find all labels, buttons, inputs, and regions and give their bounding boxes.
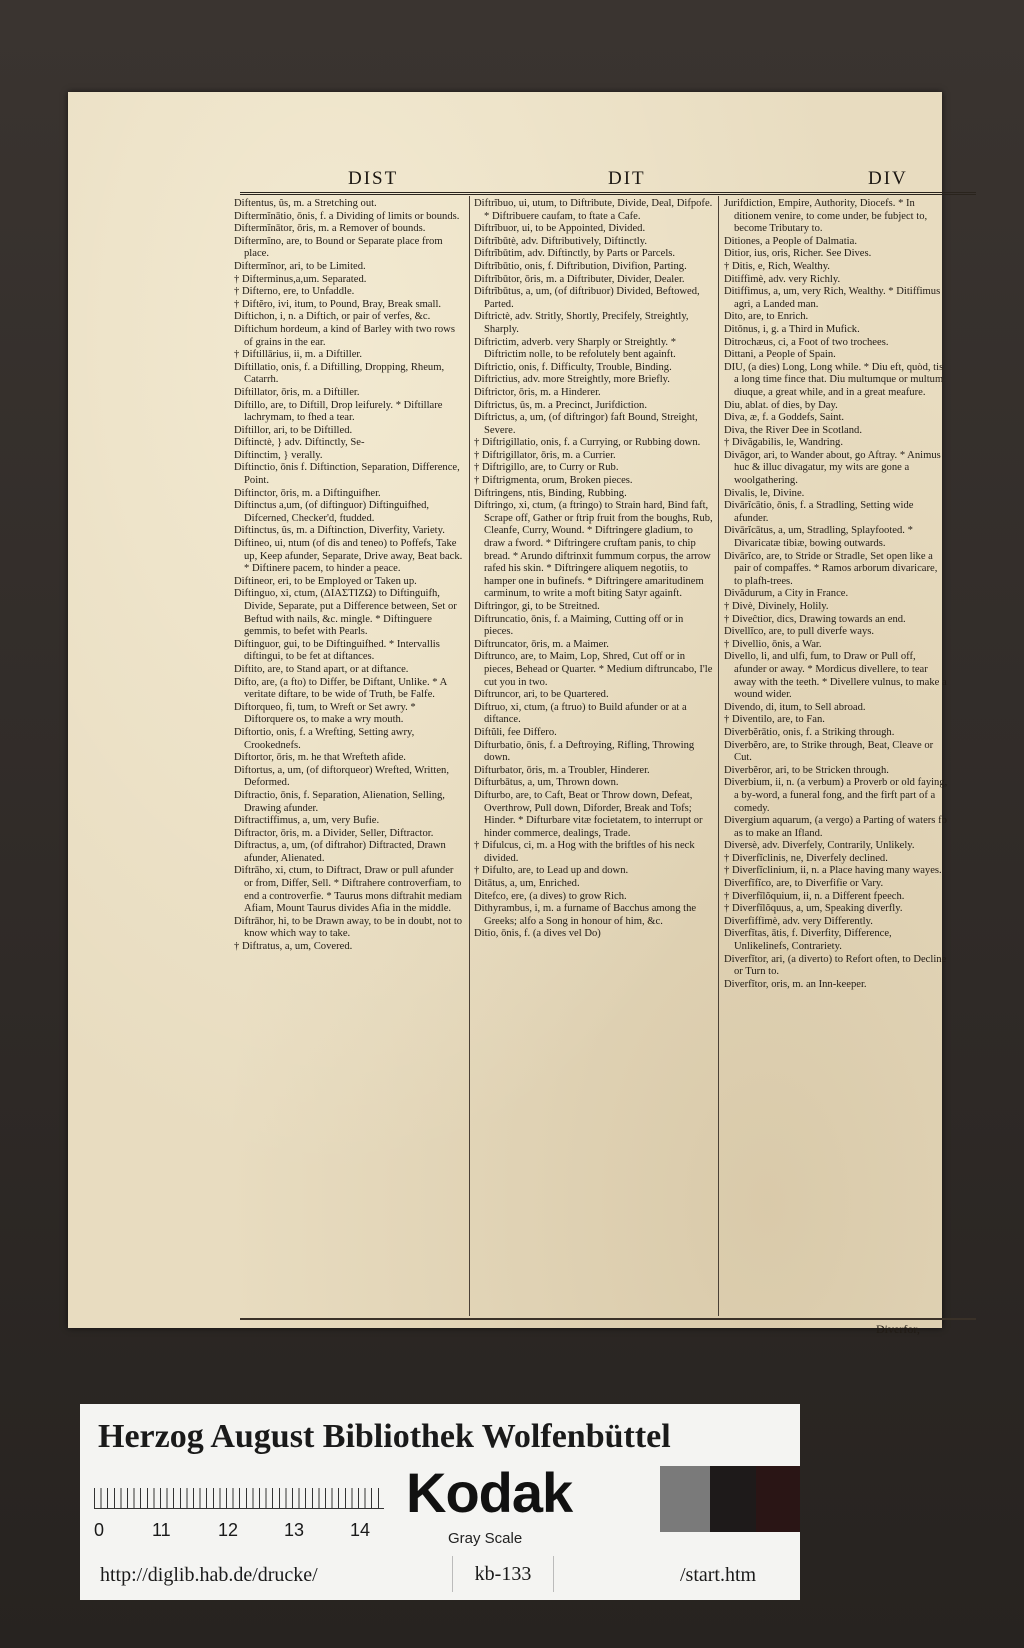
- dictionary-entry: Diverfĭtas, ātis, f. Diverfity, Difference, Unlikelinefs, Contrariety.: [724, 928, 892, 953]
- dictionary-entry: Diftito, are, to Stand apart, or at diftance.: [234, 663, 409, 675]
- running-head: [240, 168, 976, 195]
- dictionary-entry: Diftermĭnātio, ōnis, f. a Dividing of limits or bounds.: [234, 210, 460, 222]
- ruler-label: 11: [152, 1520, 171, 1540]
- dictionary-entry: Ditŏnus, i, g. a Third in Mufick.: [724, 323, 860, 335]
- dictionary-entry: Divellĭco, are, to pull diverfe ways.: [724, 626, 875, 638]
- dictionary-entry: † Difterminus,a,um. Separated.: [234, 273, 367, 285]
- dictionary-entry: Diftrĭbūtè, adv. Diftributively, Diftinctly.: [474, 235, 647, 247]
- dictionary-entry: Diftrunco, are, to Maim, Lop, Shred, Cut off or in pieces, Behead or Quarter. * Medium diftruncabo, I'le cut you in two.: [474, 651, 713, 688]
- dictionary-entry: Diftrictus, a, um, (of diftringor) faft Bound, Streight, Severe.: [474, 412, 698, 436]
- dictionary-entry: Diftorqueo, fi, tum, to Wreft or Set awry. * Diftorquere os, to make a wry mouth.: [234, 701, 416, 726]
- dictionary-entry: Diverfiffimè, adv. very Differently.: [724, 915, 873, 927]
- dictionary-entry: Diftringor, gi, to be Streitned.: [474, 601, 600, 612]
- dictionary-entry: Diftermĭno, are, to Bound or Separate place from place.: [234, 235, 443, 260]
- dictionary-entry: Diftichon, i, n. a Diftich, or pair of verfes, &c.: [234, 311, 431, 323]
- dictionary-entry: Diftrĭbūtor, ōris, m. a Diftributer, Divider, Dealer.: [474, 273, 685, 285]
- gray-swatch-dark: [710, 1466, 756, 1532]
- gray-swatch-mid: [660, 1466, 710, 1532]
- measurement-ruler: [94, 1474, 384, 1509]
- dictionary-entry: Divārĭcātio, ōnis, f. a Stradling, Setting wide afunder.: [724, 500, 914, 524]
- dictionary-entry: Diftinctio, ōnis f. Diftinction, Separation, Difference, Point.: [234, 462, 460, 487]
- dictionary-entry: Diftrĭbuor, ui, to be Appointed, Divided.: [474, 223, 646, 235]
- dictionary-entry: Diverfĭtor, oris, m. an Inn-keeper.: [724, 978, 867, 990]
- dictionary-entry: † Divè, Divinely, Holily.: [724, 601, 829, 612]
- dictionary-entry: DIU, (a dies) Long, Long while. * Diu eft, quòd, tis a long time fince that. Diu multumque or multum diuque, a great while, and in a great meafure.: [724, 361, 944, 398]
- dictionary-entry: Ditiffimè, adv. very Richly.: [724, 273, 841, 285]
- dictionary-entry: † Diveĉtior, dics, Drawing towards an end.: [724, 613, 906, 625]
- dictionary-entry: Diftractus, a, um, (of diftrahor) Diftracted, Drawn afunder, Alienated.: [234, 840, 446, 864]
- dictionary-entry: † Diftrigmenta, orum, Broken pieces.: [474, 475, 633, 487]
- dictionary-entry: Diftractio, ōnis, f. Separation, Alienation, Selling, Drawing afunder.: [234, 789, 445, 814]
- dictionary-column-1: [234, 198, 464, 1310]
- dictionary-entry: Diu, ablat. of dies, by Day.: [724, 399, 838, 411]
- dictionary-entry: Difturbātus, a, um, Thrown down.: [474, 777, 619, 789]
- dictionary-entry: Ditefco, ere, (a dives) to grow Rich.: [474, 890, 627, 902]
- dictionary-entry: Divārĭcātus, a, um, Stradling, Splayfooted. * Divaricatæ tibiæ, bowing outwards.: [724, 525, 913, 550]
- dictionary-entry: Diftrictius, adv. more Streightly, more Briefly.: [474, 374, 670, 386]
- gray-scale-label: Gray Scale: [448, 1530, 523, 1547]
- ruler-label: 0: [94, 1520, 105, 1540]
- dictionary-entry: Diverfĭfĭco, are, to Diverfifie or Vary.: [724, 878, 884, 890]
- dictionary-entry: Diftruo, xi, ctum, (a ftruo) to Build afunder or at a diftance.: [474, 701, 687, 726]
- dictionary-entry: Diftrictim, adverb. very Sharply or Streightly. * Diftrictim nolle, to be refolutely bent againft.: [474, 336, 677, 361]
- dictionary-entry: Diftractiffimus, a, um, very Bufie.: [234, 815, 380, 827]
- dictionary-entry: Diftrictè, adv. Stritly, Shortly, Precifely, Streightly, Sharply.: [474, 311, 689, 335]
- source-url: http://diglib.hab.de/drucke/: [100, 1564, 318, 1586]
- dictionary-entry: Diftruncator, ōris, m. a Maimer.: [474, 638, 609, 650]
- dictionary-entry: Diversè, adv. Diverfely, Contrarily, Unlikely.: [724, 840, 915, 852]
- dictionary-entry: Ditior, ius, oris, Richer. See Dives.: [724, 248, 872, 260]
- dictionary-entry: Ditrochæus, ci, a Foot of two trochees.: [724, 336, 889, 348]
- dictionary-entry: † Difulcus, ci, m. a Hog with the briftles of his neck divided.: [474, 840, 695, 864]
- dictionary-entry: Divăgor, ari, to Wander about, go Aftray. * Animus huc & illuc divagatur, my wits are gone a woolgathering.: [724, 449, 941, 487]
- dictionary-entry: † Diftrigillo, are, to Curry or Rub.: [474, 462, 619, 474]
- dictionary-entry: Diftortus, a, um, (of diftorqueor) Wrefted, Written, Deformed.: [234, 764, 449, 789]
- dictionary-entry: Divădurum, a City in France.: [724, 588, 849, 600]
- dictionary-entry: Diftentus, ûs, m. a Stretching out.: [234, 198, 377, 209]
- dictionary-entry: Diftrictio, onis, f. Difficulty, Trouble, Binding.: [474, 361, 672, 373]
- dictionary-entry: Diftillatio, onis, f. a Diftilling, Dropping, Rheum, Catarrh.: [234, 361, 445, 386]
- dictionary-entry: Difturbatio, ōnis, f. a Deftroying, Rifling, Throwing down.: [474, 739, 695, 764]
- dictionary-entry: Diftractor, ōris, m. a Divider, Seller, Diftractor.: [234, 827, 434, 839]
- dictionary-entry: Diftŭli, fee Differo.: [474, 726, 557, 738]
- running-head-left: DIST: [348, 168, 399, 189]
- dictionary-entry: † Diftratus, a, um, Covered.: [234, 941, 353, 953]
- dictionary-entry: † Diftĕro, ivi, itum, to Pound, Bray, Break small.: [234, 298, 442, 310]
- dictionary-entry: Diftrictus, ûs, m. a Precinct, Jurifdiction.: [474, 399, 647, 411]
- dictionary-entry: Diftrāho, xi, ctum, to Diftract, Draw or pull afunder or from, Differ, Sell. * Diftrahere controverfiam, to end a controverfie. * Taurus mons diftrahit mediam Afiam, Mount Taurus divides Afia in the middle.: [234, 865, 462, 915]
- running-head-center: DIT: [608, 168, 646, 189]
- gray-swatch-black: [756, 1466, 800, 1532]
- dictionary-entry: Divergium aquarum, (a vergo) a Parting of waters fo as to make an Ifland.: [724, 815, 947, 839]
- dictionary-entry: † Divellio, ōnis, a War.: [724, 638, 822, 650]
- shelf-code: kb-133: [452, 1556, 554, 1592]
- dictionary-entry: Dithyrambus, i, m. a furname of Bacchus among the Greeks; alfo a Song in honour of him, &c.: [474, 903, 697, 927]
- dictionary-entry: Diftillator, ōris, m. a Diftiller.: [234, 386, 360, 398]
- dictionary-entry: † Diftrigillatio, onis, f. a Currying, or Rubbing down.: [474, 437, 701, 449]
- dictionary-column-3: [724, 198, 948, 1310]
- dictionary-entry: Divārĭco, are, to Stride or Stradle, Set open like a pair of compaffes. * Ramos arborum divaricare, to plafh-trees.: [724, 550, 938, 587]
- dictionary-entry: † Diftrigillator, ōris, m. a Currier.: [474, 449, 616, 461]
- dictionary-entry: † Diverfĭclinis, ne, Diverfely declined.: [724, 852, 888, 864]
- catchword: Diverfor,: [876, 1322, 920, 1336]
- dictionary-entry: Diftruncor, ari, to be Quartered.: [474, 689, 609, 701]
- dictionary-entry: Diftillor, ari, to be Diftilled.: [234, 424, 353, 436]
- dictionary-entry: Diftineo, ui, ntum (of dis and teneo) to Poffefs, Take up, Keep afunder, Separate, Drive away, Beat back. * Diftinere pacem, to hinder a peace.: [234, 538, 463, 575]
- dictionary-entry: Ditiones, a People of Dalmatia.: [724, 235, 857, 247]
- dictionary-entry: Diftrĭbuo, ui, utum, to Diftribute, Divide, Deal, Difpofe. * Diftribuere caufam, to ftate a Cafe.: [474, 198, 713, 222]
- dictionary-entry: † Difterno, ere, to Unfaddle.: [234, 286, 355, 298]
- dictionary-entry: Diftinctè, } adv. Diftinctly, Se-: [234, 437, 365, 449]
- library-name: Herzog August Bibliothek Wolfenbüttel: [98, 1418, 671, 1455]
- dictionary-entry: Diftortio, onis, f. a Wrefting, Setting awry, Crookednefs.: [234, 726, 415, 751]
- dictionary-entry: Diftinctus, ûs, m. a Diftinction, Diverfity, Variety.: [234, 525, 445, 537]
- ruler-label: 14: [350, 1520, 371, 1540]
- dictionary-entry: Diftinctim, } verally.: [234, 449, 323, 461]
- dictionary-entry: Difturbator, ōris, m. a Troubler, Hinderer.: [474, 764, 650, 776]
- dictionary-entry: Diva, æ, f. a Goddefs, Saint.: [724, 412, 845, 424]
- dictionary-entry: † Divăgabilis, le, Wandring.: [724, 437, 843, 449]
- dictionary-entry: Diverbĕror, ari, to be Stricken through.: [724, 764, 889, 776]
- column-divider-2: [718, 196, 719, 1316]
- dictionary-entry: Diftinguo, xi, ctum, (ΔΙΑΣΤΙΖΩ) to Diftinguifh, Divide, Separate, put a Difference between, Set or Beftud with nails, &c. mingle. * Diftinguere gemmis, to befet with Pearls.: [234, 588, 457, 638]
- dictionary-entry: † Diftillārius, ii, m. a Diftiller.: [234, 349, 362, 361]
- dictionary-entry: Divalis, le, Divine.: [724, 487, 805, 499]
- dictionary-entry: Dito, are, to Enrich.: [724, 311, 809, 323]
- dictionary-entry: Diverbĕrātio, onis, f. a Striking through.: [724, 726, 895, 738]
- calibration-card: [80, 1404, 800, 1600]
- book-page: [68, 92, 948, 1336]
- dictionary-entry: Ditātus, a, um, Enriched.: [474, 878, 580, 890]
- dictionary-entry: Jurifdiction, Empire, Authority, Diocefs. * In ditionem venire, to come under, be fubject to, become Tributary to.: [724, 198, 928, 235]
- start-path: /start.htm: [680, 1564, 757, 1586]
- dictionary-entry: Diverfĭtor, ari, (a diverto) to Refort often, to Decline or Turn to.: [724, 953, 947, 978]
- dictionary-entry: Diftinctus a,um, (of diftinguor) Diftinguifhed, Difcerned, Checker'd, ftudded.: [234, 500, 430, 524]
- dictionary-entry: Diftineor, eri, to be Employed or Taken up.: [234, 575, 417, 587]
- column-divider-1: [469, 196, 470, 1316]
- dictionary-entry: Diftrĭbūtim, adv. Diftinctly, by Parts or Parcels.: [474, 248, 676, 260]
- dictionary-entry: Diftermĭnātor, ōris, m. a Remover of bounds.: [234, 223, 426, 235]
- dictionary-entry: Diftringo, xi, ctum, (a ftringo) to Strain hard, Bind faft, Scrape off, Gather or ftrip fruit from the boughs, Rub, Cleanfe, Curry, Wound. * Diftringere gladium, to draw a fword. * Diftringere cruftam panis, to chip bread. * Arundo diftrinxit fummum corpus, the arrow rafed his skin. * Diftringere aliquem negotiis, to hamper one in bufinefs. * Diftringere amaritudinem carminum, to write a moft biting Satyr againft.: [474, 500, 713, 600]
- ruler-label: 12: [218, 1520, 239, 1540]
- dictionary-entry: Diftortor, ōris, m. he that Wrefteth afide.: [234, 752, 406, 764]
- dictionary-entry: † Diverfĭclinium, ii, n. a Place having many wayes.: [724, 865, 942, 877]
- dictionary-column-2: [474, 198, 714, 1310]
- running-head-right: DIV: [868, 168, 908, 189]
- dictionary-entry: Difto, are, (a fto) to Differ, be Diftant, Unlike. * A veritate diftare, to be wide of Truth, be Falfe.: [234, 676, 447, 701]
- dictionary-entry: Diftrĭbūtus, a, um, (of diftribuor) Divided, Beftowed, Parted.: [474, 286, 700, 310]
- dictionary-entry: Diftichum hordeum, a kind of Barley with two rows of grains in the ear.: [234, 323, 455, 348]
- ruler-label: 13: [284, 1520, 305, 1540]
- ruler-labels: [94, 1520, 394, 1542]
- dictionary-entry: Diverbĕro, are, to Strike through, Beat, Cleave or Cut.: [724, 739, 934, 764]
- dictionary-entry: Diftrĭbūtio, onis, f. Diftribution, Divifion, Parting.: [474, 260, 687, 272]
- dictionary-entry: † Diventilo, are, to Fan.: [724, 714, 825, 726]
- dictionary-entry: Diftrictor, ōris, m. a Hinderer.: [474, 386, 601, 398]
- dictionary-entry: Diva, the River Dee in Scotland.: [724, 424, 862, 436]
- dictionary-entry: Diftermĭnor, ari, to be Limited.: [234, 260, 366, 272]
- bottom-rule: [240, 1318, 976, 1320]
- dictionary-entry: Diverbium, ii, n. (a verbum) a Proverb or old faying, a by-word, a funeral fong, and the firft part of a comedy.: [724, 777, 948, 814]
- dictionary-entry: Diftinctor, ōris, m. a Diftinguifher.: [234, 487, 381, 499]
- dictionary-entry: † Diverfĭlŏquium, ii, n. a Different fpeech.: [724, 890, 905, 902]
- dictionary-entry: Divello, li, and ulfi, fum, to Draw or Pull off, afunder or away. * Mordicus divellere, to tear away with the teeth. * Divellere vulnus, to make a wound wider.: [724, 651, 947, 701]
- dictionary-entry: Diftinguor, gui, to be Diftinguifhed. * Intervallis diftingui, to be fet at diftances.: [234, 638, 440, 663]
- dictionary-entry: Dittani, a People of Spain.: [724, 349, 836, 361]
- dictionary-entry: Diftillo, are, to Diftill, Drop leifurely. * Diftillare lachrymam, to fhed a tear.: [234, 399, 443, 424]
- dictionary-entry: † Difulto, are, to Lead up and down.: [474, 865, 629, 877]
- dictionary-entry: † Diverfĭlŏquus, a, um, Speaking diverfly.: [724, 903, 903, 915]
- dictionary-entry: Diftrāhor, hi, to be Drawn away, to be in doubt, not to know which way to take.: [234, 915, 463, 940]
- dictionary-entry: Divendo, di, itum, to Sell abroad.: [724, 701, 866, 713]
- dictionary-entry: † Ditis, e, Rich, Wealthy.: [724, 260, 830, 272]
- dictionary-entry: Ditiffimus, a, um, very Rich, Wealthy. * Ditiffimus agri, a Landed man.: [724, 286, 941, 310]
- kodak-logo: Kodak: [406, 1461, 573, 1524]
- dictionary-entry: Diftringens, ntis, Binding, Rubbing.: [474, 487, 627, 499]
- dictionary-entry: Diftruncatio, ōnis, f. a Maiming, Cutting off or in pieces.: [474, 613, 684, 638]
- dictionary-entry: Difturbo, are, to Caft, Beat or Throw down, Defeat, Overthrow, Pull down, Diforder, Break and Tofs; Hinder. * Difturbare vitæ focietatem, to interrupt or hinder commerce, dealings, Trade.: [474, 789, 703, 839]
- dictionary-entry: Ditio, ōnis, f. (a dives vel Do): [474, 928, 601, 940]
